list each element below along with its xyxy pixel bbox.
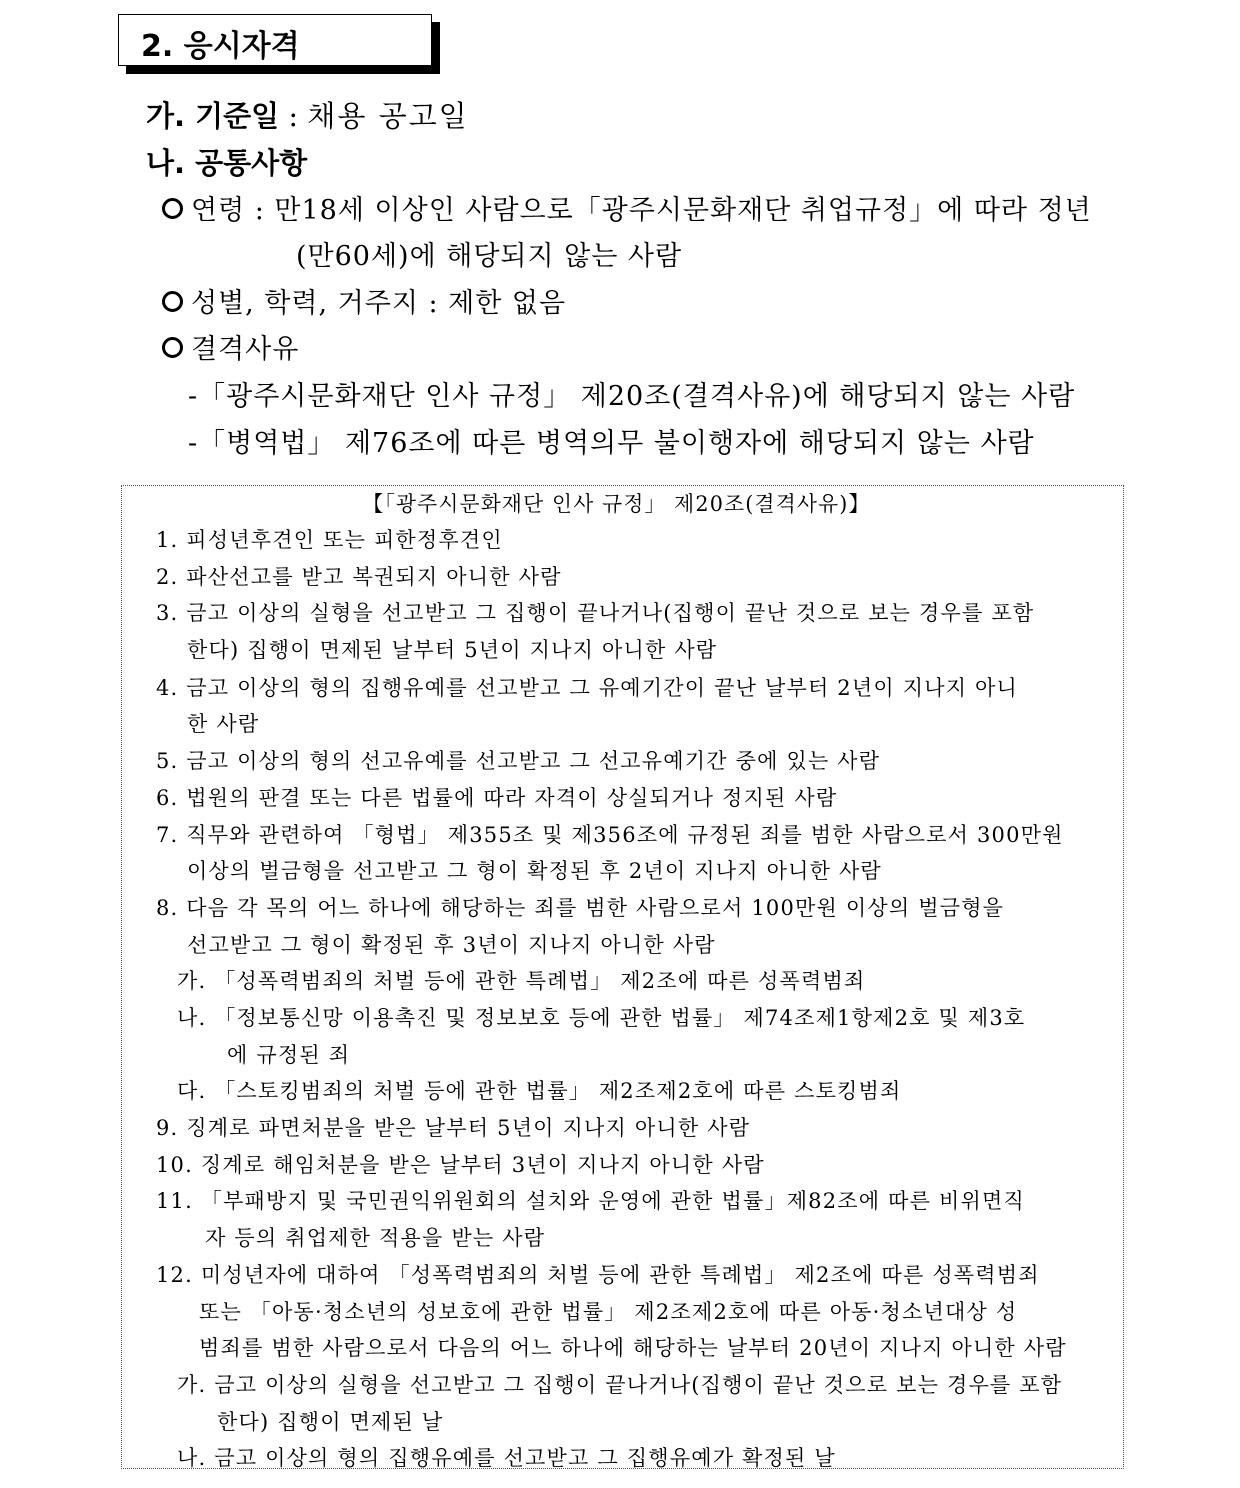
regulation-line: 이상의 벌금형을 선고받고 그 형이 확정된 후 2년이 지나지 아니한 사람	[187, 859, 882, 883]
circle-bullet-icon	[162, 198, 183, 219]
regulation-line: 나. 「정보통신망 이용촉진 및 정보보호 등에 관한 법률」 제74조제1항제2호 및 제3호	[177, 1006, 1026, 1030]
regulation-line: 가. 금고 이상의 실형을 선고받고 그 집행이 끝나거나(집행이 끝난 것으로 보는 경우를 포함	[177, 1373, 1063, 1397]
regulation-line: 3. 금고 이상의 실형을 선고받고 그 집행이 끝나거나(집행이 끝난 것으로 보는 경우를 포함	[156, 601, 1035, 625]
regulation-line: 가. 「성폭력범죄의 처벌 등에 관한 특례법」 제2조에 따른 성폭력범죄	[177, 969, 866, 993]
section-title-box	[118, 14, 432, 66]
criteria-date-value: 채용 공고일	[307, 99, 469, 133]
regulation-line: 7. 직무와 관련하여 「형법」 제355조 및 제356조에 규정된 죄를 범한 사람으로서 300만원	[156, 823, 1064, 847]
regulation-line: 12. 미성년자에 대하여 「성폭력범죄의 처벌 등에 관한 특례법」 제2조에 따른 성폭력범죄	[156, 1263, 1040, 1287]
circle-bullet-icon	[162, 337, 183, 358]
age-line-2: (만60세)에 해당되지 않는 사람	[296, 241, 683, 272]
regulation-title: 【「광주시문화재단 인사 규정」 제20조(결격사유)】	[362, 492, 871, 516]
disqualification-heading-line	[162, 327, 299, 366]
regulation-line: 10. 징계로 해임처분을 받은 날부터 3년이 지나지 아니한 사람	[156, 1153, 765, 1177]
regulation-line: 2. 파산선고를 받고 복권되지 아니한 사람	[156, 565, 562, 589]
regulation-line: 나. 금고 이상의 형의 집행유예를 선고받고 그 집행유예가 확정된 날	[177, 1446, 836, 1470]
disqualification-heading: 결격사유	[191, 334, 300, 365]
common-heading-line	[146, 141, 307, 182]
regulation-line: 8. 다음 각 목의 어느 하나에 해당하는 죄를 범한 사람으로서 100만원 이상의 벌금형을	[156, 896, 1005, 920]
regulation-line: 자 등의 취업제한 적용을 받는 사람	[205, 1226, 546, 1250]
common-heading: 나. 공통사항	[146, 146, 308, 180]
regulation-box	[121, 485, 1124, 1469]
criteria-date-line	[146, 94, 469, 135]
regulation-line: 또는 「아동·청소년의 성보호에 관한 법률」 제2조제2호에 따른 아동·청소년대상 성	[199, 1300, 1018, 1324]
regulation-line: 한 사람	[187, 712, 260, 736]
unrestricted-text: 성별, 학력, 거주지 : 제한 없음	[191, 288, 567, 319]
unrestricted-line	[162, 281, 566, 320]
regulation-line: 에 규정된 죄	[227, 1043, 351, 1067]
section-title: 2. 응시자격	[141, 29, 300, 64]
regulation-line: 한다) 집행이 면제된 날	[217, 1410, 444, 1434]
age-text-1: 연령 : 만18세 이상인 사람으로「광주시문화재단 취업규정」에 따라 정년	[191, 195, 1092, 226]
disqualification-item-2: -「병역법」 제76조에 따른 병역의무 불이행자에 해당되지 않는 사람	[188, 428, 1035, 459]
regulation-line: 11. 「부패방지 및 국민권익위원회의 설치와 운영에 관한 법률」제82조에 따른 비위면직	[156, 1189, 1025, 1213]
regulation-line: 선고받고 그 형이 확정된 후 3년이 지나지 아니한 사람	[187, 933, 716, 957]
regulation-line: 4. 금고 이상의 형의 집행유예를 선고받고 그 유예기간이 끝난 날부터 2년이 지나지 아니	[156, 676, 1019, 700]
disqualification-item-1: -「광주시문화재단 인사 규정」 제20조(결격사유)에 해당되지 않는 사람	[188, 381, 1076, 412]
regulation-line: 한다) 집행이 면제된 날부터 5년이 지나지 아니한 사람	[187, 638, 718, 662]
circle-bullet-icon	[162, 291, 183, 312]
regulation-line: 1. 피성년후견인 또는 피한정후견인	[156, 528, 503, 552]
regulation-line: 6. 법원의 판결 또는 다른 법률에 따라 자격이 상실되거나 정지된 사람	[156, 786, 838, 810]
regulation-line: 5. 금고 이상의 형의 선고유예를 선고받고 그 선고유예기간 중에 있는 사람	[156, 749, 881, 773]
criteria-date-separator: :	[279, 99, 308, 133]
regulation-line: 범죄를 범한 사람으로서 다음의 어느 하나에 해당하는 날부터 20년이 지나지 아니한 사람	[199, 1336, 1067, 1360]
regulation-line: 다. 「스토킹범죄의 처벌 등에 관한 법률」 제2조제2호에 따른 스토킹범죄	[177, 1079, 902, 1103]
age-line-1	[162, 188, 1092, 227]
regulation-line: 9. 징계로 파면처분을 받은 날부터 5년이 지나지 아니한 사람	[156, 1116, 751, 1140]
criteria-date-label: 가. 기준일	[146, 99, 280, 133]
